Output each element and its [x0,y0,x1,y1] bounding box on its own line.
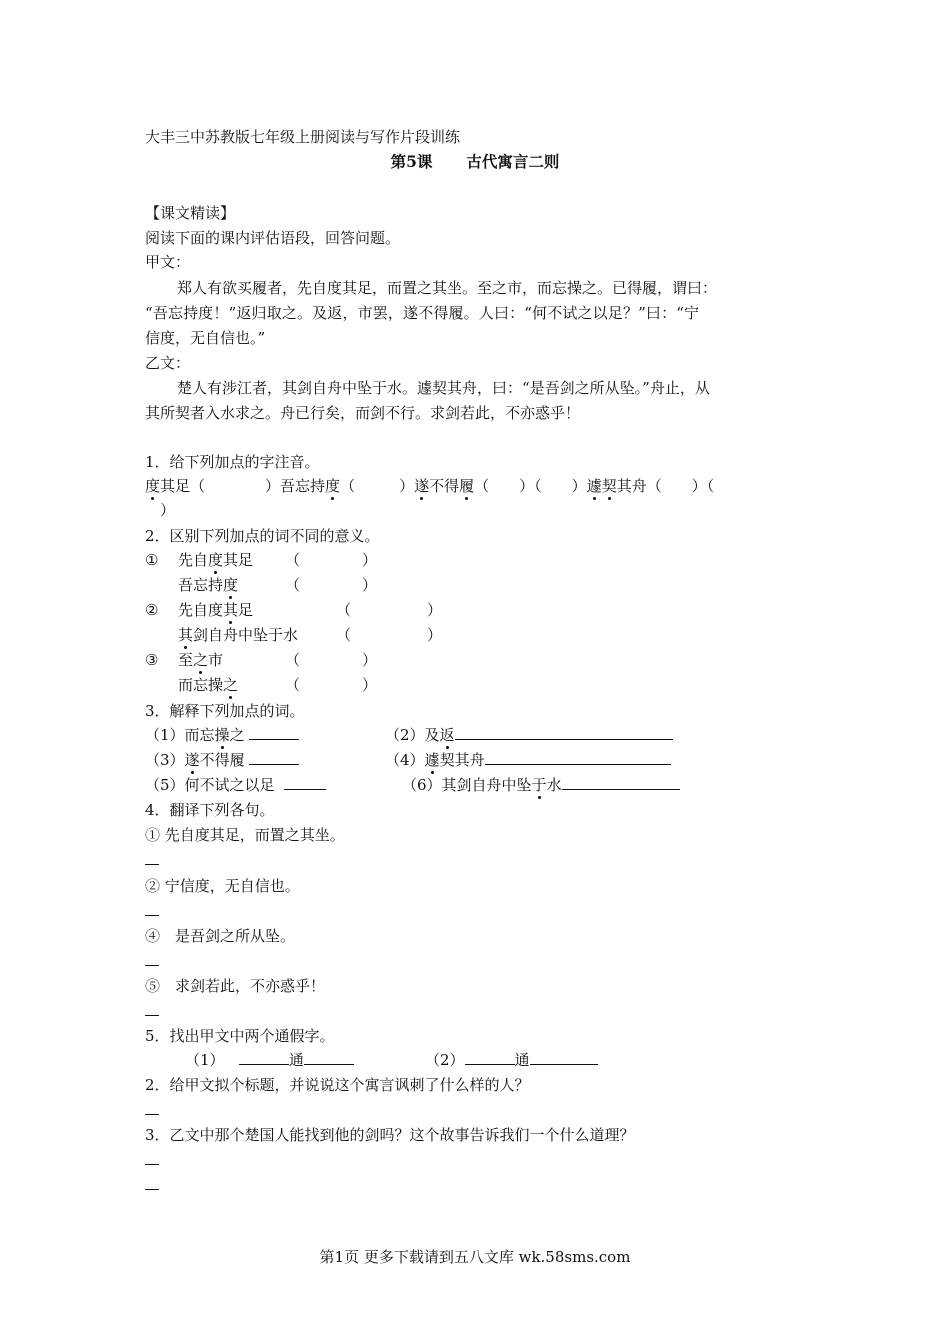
q2-item: 而忘操之 [178,676,239,694]
question-5: 5．找出甲文中两个通假字。 [145,1027,335,1045]
q3-item: （1）而忘操之 [145,725,299,745]
answer-blank[interactable] [562,775,680,790]
answer-blank[interactable] [239,1050,289,1065]
q1-items-wrap: ） [160,501,176,519]
intro-text: 阅读下面的课内评估语段，回答问题。 [145,229,401,247]
q2-item: 至之市 [178,651,224,669]
question-1: 1．给下列加点的字注音。 [145,453,320,471]
q2-item-num: ② [145,601,159,619]
answer-line[interactable] [145,1015,159,1016]
q2-item: 先自度其足 [178,601,254,619]
answer-blank[interactable] [465,1050,515,1065]
q3-item: （6）其剑自舟中坠于水 [402,775,680,795]
answer-line[interactable] [145,1114,159,1115]
page-footer: 第1页 更多下载请到五八文库 wk.58sms.com [319,1248,631,1266]
q5-item: （2） 通 [425,1050,598,1070]
answer-blank[interactable] [304,1050,354,1065]
q3-item: （4）遽契其舟 [385,750,671,770]
lesson-title: 第5课 古代寓言二则 [390,152,560,171]
q4-sentence: ④ 是吾剑之所从坠。 [145,927,296,945]
passage-a-label: 甲文： [145,253,191,271]
q2-item-num: ① [145,551,159,569]
question-2: 2．区别下列加点的词不同的意义。 [145,527,380,545]
q4-sentence: ① 先自度其足，而置之其坐。 [145,826,345,844]
q1-items: 度其足（ ）吾忘持度（ ）遂不得履（ ）（ ）遽契其舟（ ）（ [145,477,715,495]
q2-item-num: ③ [145,651,159,669]
question-7: 3．乙文中那个楚国人能找到他的剑吗？这个故事告诉我们一个什么道理？ [145,1126,635,1144]
q4-sentence: ② 宁信度，无自信也。 [145,877,300,895]
answer-line[interactable] [145,965,159,966]
q2-answer-paren[interactable]: （ ） [336,601,443,619]
question-3: 3．解释下列加点的词。 [145,702,305,720]
q2-answer-paren[interactable]: （ ） [285,676,378,694]
q3-item: （2）及返 [385,725,673,745]
q2-answer-paren[interactable]: （ ） [285,551,378,569]
question-6: 2．给甲文拟个标题，并说说这个寓言讽刺了什么样的人？ [145,1076,530,1094]
q5-item: （1） 通 [185,1050,354,1070]
answer-blank[interactable] [485,750,671,765]
q2-item: 先自度其足 [178,551,254,569]
passage-a-line: 郑人有欲买履者，先自度其足，而置之其坐。至之市，而忘操之。已得履，谓曰： [177,279,718,297]
answer-blank[interactable] [284,775,326,790]
q4-sentence: ⑤ 求剑若此，不亦惑乎！ [145,977,326,995]
answer-line[interactable] [145,1164,159,1165]
answer-blank[interactable] [455,725,673,740]
section-heading: 【课文精读】 [145,204,236,222]
answer-line[interactable] [145,1189,159,1190]
q2-item: 其剑自舟中坠于水 [178,626,299,644]
answer-blank[interactable] [249,750,299,765]
answer-line[interactable] [145,864,159,865]
passage-b-label: 乙文： [145,354,191,372]
answer-blank[interactable] [530,1050,598,1065]
q2-answer-paren[interactable]: （ ） [285,576,378,594]
answer-blank[interactable] [249,725,299,740]
q3-item: （5）何不试之以足 [145,775,326,795]
passage-b-line: 楚人有涉江者，其剑自舟中坠于水。遽契其舟，曰：“是吾剑之所从坠。”舟止，从 [177,379,710,397]
passage-b-line: 其所契者入水求之。舟已行矣，而剑不行。求剑若此，不亦惑乎！ [145,404,581,422]
q2-answer-paren[interactable]: （ ） [285,651,378,669]
document-header: 大丰三中苏教版七年级上册阅读与写作片段训练 [145,128,461,146]
q2-item: 吾忘持度 [178,576,239,594]
answer-line[interactable] [145,915,159,916]
question-4: 4．翻译下列各句。 [145,801,275,819]
passage-a-line: “吾忘持度！”返归取之。及返，市罢，遂不得履。人曰：“何不试之以足？”曰：“宁 [145,304,700,322]
q2-answer-paren[interactable]: （ ） [336,626,443,644]
q3-item: （3）遂不得履 [145,750,299,770]
passage-a-line: 信度，无自信也。” [145,329,266,347]
